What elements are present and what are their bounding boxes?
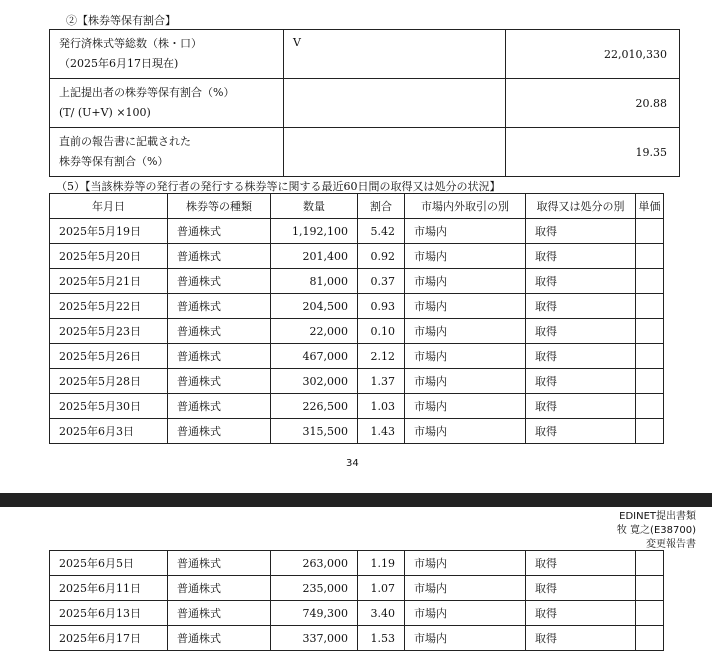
cell-quantity: 302,000 (271, 369, 358, 394)
cell-date: 2025年6月5日 (50, 551, 168, 576)
cell-quantity: 226,500 (271, 394, 358, 419)
table-row (50, 551, 664, 576)
cell-unit-price (636, 626, 664, 651)
cell-unit-price (636, 244, 664, 269)
cell-date: 2025年6月17日 (50, 626, 168, 651)
cell-security-type: 普通株式 (168, 576, 271, 601)
cell-acquisition: 取得 (526, 551, 636, 576)
cell-acquisition: 取得 (526, 369, 636, 394)
cell-date: 2025年6月13日 (50, 601, 168, 626)
cell-unit-price (636, 576, 664, 601)
cell-quantity: 22,000 (271, 319, 358, 344)
cell-ratio: 5.42 (358, 219, 405, 244)
cell-unit-price (636, 344, 664, 369)
cell-ratio: 0.92 (358, 244, 405, 269)
cell-security-type: 普通株式 (168, 219, 271, 244)
cell-unit-price (636, 269, 664, 294)
cell-ratio: 0.93 (358, 294, 405, 319)
column-header: 割合 (358, 194, 405, 219)
cell-date: 2025年5月23日 (50, 319, 168, 344)
table-row (50, 319, 664, 344)
cell-quantity: 749,300 (271, 601, 358, 626)
cell-date: 2025年5月22日 (50, 294, 168, 319)
cell-acquisition: 取得 (526, 419, 636, 444)
cell-unit-price (636, 394, 664, 419)
holding-ratio-value: 19.35 (506, 128, 680, 177)
cell-ratio: 1.43 (358, 419, 405, 444)
cell-unit-price (636, 219, 664, 244)
holding-ratio-symbol (284, 79, 506, 128)
holding-ratio-row (50, 30, 680, 79)
cell-date: 2025年5月21日 (50, 269, 168, 294)
cell-acquisition: 取得 (526, 319, 636, 344)
page-number: 34 (346, 458, 359, 469)
cell-unit-price (636, 601, 664, 626)
holding-ratio-label (50, 30, 284, 79)
label-line: 発行済株式等総数（株・口） (59, 37, 202, 50)
column-header: 年月日 (50, 194, 168, 219)
cell-market: 市場内 (405, 601, 526, 626)
table-row (50, 394, 664, 419)
table-row (50, 244, 664, 269)
cell-market: 市場内 (405, 294, 526, 319)
cell-market: 市場内 (405, 626, 526, 651)
column-header: 市場内外取引の別 (405, 194, 526, 219)
cell-ratio: 2.12 (358, 344, 405, 369)
cell-quantity: 204,500 (271, 294, 358, 319)
cell-security-type: 普通株式 (168, 294, 271, 319)
cell-security-type: 普通株式 (168, 369, 271, 394)
table-row (50, 269, 664, 294)
cell-ratio: 0.10 (358, 319, 405, 344)
holding-ratio-row (50, 79, 680, 128)
cell-market: 市場内 (405, 269, 526, 294)
column-header: 株券等の種類 (168, 194, 271, 219)
cell-unit-price (636, 551, 664, 576)
cell-unit-price (636, 294, 664, 319)
cell-acquisition: 取得 (526, 601, 636, 626)
cell-acquisition: 取得 (526, 626, 636, 651)
column-header: 単価 (636, 194, 664, 219)
cell-date: 2025年6月11日 (50, 576, 168, 601)
cell-market: 市場内 (405, 319, 526, 344)
cell-market: 市場内 (405, 219, 526, 244)
cell-security-type: 普通株式 (168, 626, 271, 651)
header-filer: 牧 寛之(E38700) (616, 525, 696, 536)
cell-quantity: 81,000 (271, 269, 358, 294)
label-line: 直前の報告書に記載された (59, 135, 191, 148)
label-line: （2025年6月17日現在) (59, 57, 179, 70)
header-doc-type: 変更報告書 (646, 539, 696, 550)
cell-security-type: 普通株式 (168, 244, 271, 269)
cell-unit-price (636, 419, 664, 444)
holding-ratio-value: 22,010,330 (506, 30, 680, 79)
table-row (50, 419, 664, 444)
cell-security-type: 普通株式 (168, 394, 271, 419)
cell-date: 2025年5月19日 (50, 219, 168, 244)
cell-ratio: 1.07 (358, 576, 405, 601)
cell-quantity: 467,000 (271, 344, 358, 369)
cell-acquisition: 取得 (526, 219, 636, 244)
holding-ratio-label (50, 128, 284, 177)
holding-ratio-value: 20.88 (506, 79, 680, 128)
cell-ratio: 1.03 (358, 394, 405, 419)
holding-ratio-symbol: V (284, 30, 506, 79)
cell-date: 2025年6月3日 (50, 419, 168, 444)
cell-date: 2025年5月28日 (50, 369, 168, 394)
table-row (50, 294, 664, 319)
section5-title: （5）【当該株券等の発行者の発行する株券等に関する最近60日間の取得又は処分の状況】 (56, 180, 501, 193)
cell-quantity: 263,000 (271, 551, 358, 576)
cell-market: 市場内 (405, 394, 526, 419)
cell-market: 市場内 (405, 369, 526, 394)
cell-market: 市場内 (405, 576, 526, 601)
cell-ratio: 1.53 (358, 626, 405, 651)
cell-acquisition: 取得 (526, 344, 636, 369)
cell-ratio: 1.37 (358, 369, 405, 394)
cell-unit-price (636, 369, 664, 394)
page-break-bar (0, 493, 712, 507)
cell-acquisition: 取得 (526, 269, 636, 294)
table-row (50, 219, 664, 244)
cell-ratio: 1.19 (358, 551, 405, 576)
cell-security-type: 普通株式 (168, 269, 271, 294)
label-line: 上記提出者の株券等保有割合（%） (59, 86, 235, 99)
cell-quantity: 235,000 (271, 576, 358, 601)
table-row (50, 576, 664, 601)
cell-security-type: 普通株式 (168, 601, 271, 626)
cell-date: 2025年5月20日 (50, 244, 168, 269)
cell-market: 市場内 (405, 344, 526, 369)
cell-quantity: 337,000 (271, 626, 358, 651)
cell-security-type: 普通株式 (168, 319, 271, 344)
holding-ratio-row (50, 128, 680, 177)
cell-security-type: 普通株式 (168, 551, 271, 576)
document-header (617, 510, 696, 552)
cell-ratio: 0.37 (358, 269, 405, 294)
holding-ratio-table (49, 29, 680, 177)
transactions-table-continued (49, 550, 664, 651)
cell-security-type: 普通株式 (168, 344, 271, 369)
cell-date: 2025年5月26日 (50, 344, 168, 369)
transactions-table (49, 193, 664, 444)
column-header: 数量 (271, 194, 358, 219)
header-system: EDINET提出書類 (619, 511, 696, 522)
cell-market: 市場内 (405, 419, 526, 444)
cell-acquisition: 取得 (526, 576, 636, 601)
cell-ratio: 3.40 (358, 601, 405, 626)
cell-date: 2025年5月30日 (50, 394, 168, 419)
label-line: (T/ (U+V) ×100) (59, 106, 151, 119)
cell-market: 市場内 (405, 551, 526, 576)
cell-unit-price (636, 319, 664, 344)
table-row (50, 626, 664, 651)
cell-quantity: 1,192,100 (271, 219, 358, 244)
cell-acquisition: 取得 (526, 244, 636, 269)
section2-title: ②【株券等保有割合】 (66, 14, 176, 27)
cell-market: 市場内 (405, 244, 526, 269)
cell-security-type: 普通株式 (168, 419, 271, 444)
table-row (50, 344, 664, 369)
label-line: 株券等保有割合（%） (59, 155, 169, 168)
holding-ratio-label (50, 79, 284, 128)
table-row (50, 601, 664, 626)
table-row (50, 369, 664, 394)
cell-acquisition: 取得 (526, 294, 636, 319)
cell-quantity: 201,400 (271, 244, 358, 269)
cell-quantity: 315,500 (271, 419, 358, 444)
column-header: 取得又は処分の別 (526, 194, 636, 219)
holding-ratio-symbol (284, 128, 506, 177)
cell-acquisition: 取得 (526, 394, 636, 419)
